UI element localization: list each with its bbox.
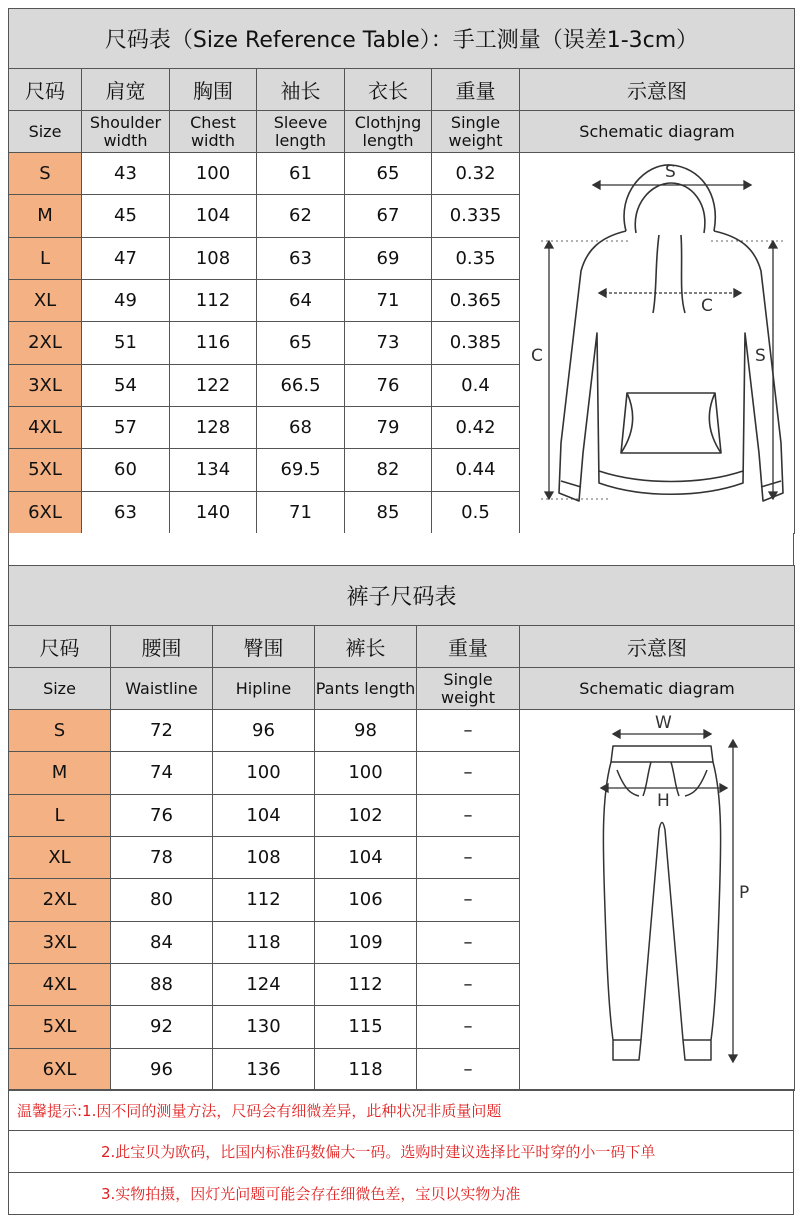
notes-section [8, 1089, 794, 1215]
label-hip-h: H [656, 791, 670, 811]
label-shoulder-s: S [664, 162, 676, 182]
table-cell: 45 [82, 195, 170, 237]
size-label: 5XL [9, 449, 82, 491]
table-cell: 0.5 [432, 491, 520, 533]
table-cell: 71 [257, 491, 345, 533]
table-cell: 61 [257, 153, 345, 195]
table-cell: 108 [170, 237, 257, 279]
bottom-header-en-5: Schematic diagram [520, 668, 795, 710]
table-cell: 65 [345, 153, 432, 195]
table-cell: 109 [315, 921, 417, 963]
table-cell: 102 [315, 794, 417, 836]
label-pants-length-p: P [738, 883, 749, 903]
label-sleeve-s: S [754, 346, 766, 366]
bottom-header-cn-0: 尺码 [9, 626, 111, 668]
table-cell: 69 [345, 237, 432, 279]
table-cell: 72 [111, 710, 213, 752]
size-label: M [9, 752, 111, 794]
table-cell: 112 [170, 279, 257, 321]
table-cell: 0.335 [432, 195, 520, 237]
pants-size-table [8, 565, 795, 1091]
size-label: XL [9, 836, 111, 878]
table-cell: – [417, 879, 520, 921]
size-label: M [9, 195, 82, 237]
top-header-en-6: Schematic diagram [520, 111, 795, 153]
table-cell: 79 [345, 406, 432, 448]
table-row [9, 153, 795, 195]
top-header-cn-5: 重量 [432, 69, 520, 111]
top-header-cn-1: 肩宽 [82, 69, 170, 111]
table-cell: 65 [257, 322, 345, 364]
top-header-en-5: Single weight [432, 111, 520, 153]
table-cell: 118 [315, 1048, 417, 1090]
size-label: XL [9, 279, 82, 321]
table-cell: 98 [315, 710, 417, 752]
table-cell: – [417, 963, 520, 1005]
top-header-en-3: Sleeve length [257, 111, 345, 153]
table-cell: – [417, 921, 520, 963]
size-label: 2XL [9, 322, 82, 364]
table-cell: 88 [111, 963, 213, 1005]
table-cell: 82 [345, 449, 432, 491]
note-1: 温馨提示:1.因不同的测量方法，尺码会有细微差异，此种状况非质量问题 [8, 1089, 794, 1131]
table-cell: 54 [82, 364, 170, 406]
top-header-en-4: Clothjng length [345, 111, 432, 153]
table-cell: 108 [213, 836, 315, 878]
size-label: 4XL [9, 406, 82, 448]
size-label: L [9, 237, 82, 279]
table-cell: 100 [170, 153, 257, 195]
size-label: 6XL [9, 491, 82, 533]
table-cell: 130 [213, 1006, 315, 1048]
size-label: S [9, 710, 111, 752]
table-cell: 47 [82, 237, 170, 279]
table-cell: 64 [257, 279, 345, 321]
bottom-header-en-3: Pants length [315, 668, 417, 710]
table-cell: 0.42 [432, 406, 520, 448]
bottom-header-en-2: Hipline [213, 668, 315, 710]
table-cell: 112 [213, 879, 315, 921]
size-label: 3XL [9, 364, 82, 406]
table-cell: 78 [111, 836, 213, 878]
table-cell: 100 [315, 752, 417, 794]
bottom-header-cn-1: 腰围 [111, 626, 213, 668]
table-cell: – [417, 752, 520, 794]
table-cell: 96 [213, 710, 315, 752]
table-cell: – [417, 836, 520, 878]
label-waist-w: W [654, 713, 672, 733]
table-cell: – [417, 794, 520, 836]
table-spacer [8, 533, 794, 565]
size-label: L [9, 794, 111, 836]
table-cell: 62 [257, 195, 345, 237]
table-cell: 0.44 [432, 449, 520, 491]
table-cell: 104 [315, 836, 417, 878]
bottom-header-cn-2: 臀围 [213, 626, 315, 668]
table-cell: 85 [345, 491, 432, 533]
bottom-header-cn-3: 裤长 [315, 626, 417, 668]
table-cell: 128 [170, 406, 257, 448]
bottom-header-cn-4: 重量 [417, 626, 520, 668]
table-cell: – [417, 1006, 520, 1048]
top-schematic-cell [520, 153, 795, 534]
table-cell: 92 [111, 1006, 213, 1048]
label-length-c: C [530, 346, 543, 366]
table-cell: 134 [170, 449, 257, 491]
top-header-en-0: Size [9, 111, 82, 153]
table-cell: 0.32 [432, 153, 520, 195]
table-cell: 49 [82, 279, 170, 321]
table-cell: 63 [257, 237, 345, 279]
top-header-cn-3: 袖长 [257, 69, 345, 111]
table-cell: 140 [170, 491, 257, 533]
size-label: 5XL [9, 1006, 111, 1048]
table-cell: 122 [170, 364, 257, 406]
table-cell: 84 [111, 921, 213, 963]
top-header-en-2: Chest width [170, 111, 257, 153]
table-cell: 51 [82, 322, 170, 364]
top-header-cn-0: 尺码 [9, 69, 82, 111]
table-cell: 76 [345, 364, 432, 406]
size-label: 3XL [9, 921, 111, 963]
table-cell: 43 [82, 153, 170, 195]
table-cell: 76 [111, 794, 213, 836]
pants-table-title: 裤子尺码表 [9, 566, 795, 626]
table-cell: 71 [345, 279, 432, 321]
table-cell: – [417, 1048, 520, 1090]
table-cell: 104 [170, 195, 257, 237]
table-cell: 96 [111, 1048, 213, 1090]
bottom-schematic-cell [520, 710, 795, 1091]
table-cell: 0.35 [432, 237, 520, 279]
table-row [9, 710, 795, 752]
top-header-cn-4: 衣长 [345, 69, 432, 111]
table-cell: 0.385 [432, 322, 520, 364]
top-header-cn-6: 示意图 [520, 69, 795, 111]
table-cell: 104 [213, 794, 315, 836]
hoodie-diagram [521, 153, 794, 529]
hoodie-table-title: 尺码表（Size Reference Table）：手工测量（误差1-3cm） [9, 9, 795, 69]
table-cell: – [417, 710, 520, 752]
size-label: 4XL [9, 963, 111, 1005]
table-cell: 73 [345, 322, 432, 364]
table-cell: 74 [111, 752, 213, 794]
table-cell: 63 [82, 491, 170, 533]
note-3: 3.实物拍摄，因灯光问题可能会存在细微色差，宝贝以实物为准 [8, 1173, 794, 1215]
table-cell: 106 [315, 879, 417, 921]
bottom-header-cn-5: 示意图 [520, 626, 795, 668]
hoodie-size-table [8, 8, 795, 534]
table-cell: 116 [170, 322, 257, 364]
bottom-header-en-0: Size [9, 668, 111, 710]
table-cell: 60 [82, 449, 170, 491]
table-cell: 115 [315, 1006, 417, 1048]
table-cell: 136 [213, 1048, 315, 1090]
note-2: 2.此宝贝为欧码，比国内标准码数偏大一码。选购时建议选择比平时穿的小一码下单 [8, 1131, 794, 1173]
table-cell: 57 [82, 406, 170, 448]
table-cell: 112 [315, 963, 417, 1005]
bottom-header-en-1: Waistline [111, 668, 213, 710]
top-header-en-1: Shoulder width [82, 111, 170, 153]
table-cell: 100 [213, 752, 315, 794]
size-label: 2XL [9, 879, 111, 921]
size-label: 6XL [9, 1048, 111, 1090]
table-cell: 80 [111, 879, 213, 921]
table-cell: 0.4 [432, 364, 520, 406]
table-cell: 124 [213, 963, 315, 1005]
pants-diagram [521, 710, 794, 1086]
table-cell: 69.5 [257, 449, 345, 491]
table-cell: 118 [213, 921, 315, 963]
top-header-cn-2: 胸围 [170, 69, 257, 111]
bottom-header-en-4: Single weight [417, 668, 520, 710]
table-cell: 66.5 [257, 364, 345, 406]
size-label: S [9, 153, 82, 195]
table-cell: 0.365 [432, 279, 520, 321]
label-chest-c: C [700, 296, 713, 316]
table-cell: 68 [257, 406, 345, 448]
table-cell: 67 [345, 195, 432, 237]
